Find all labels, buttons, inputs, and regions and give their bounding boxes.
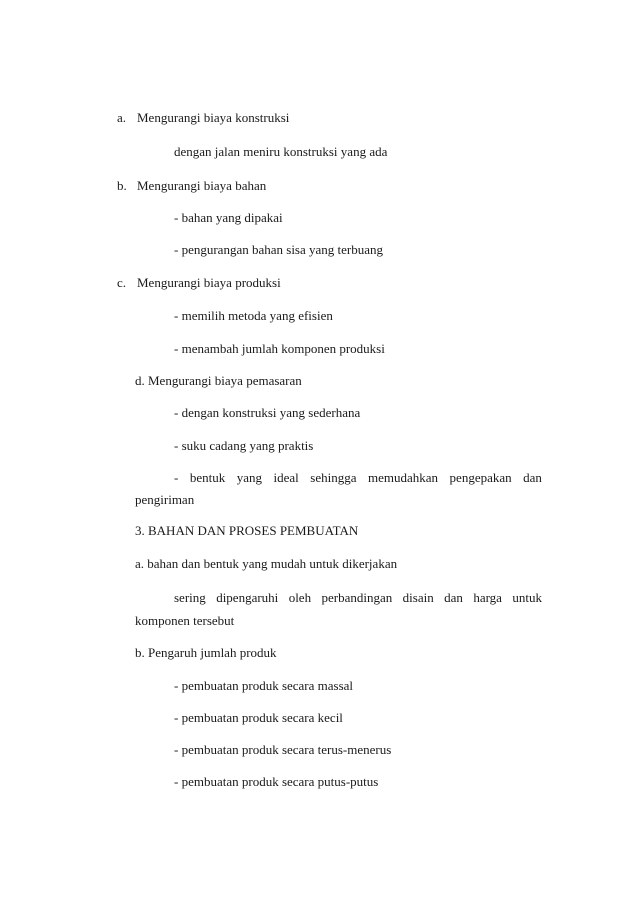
list-item: b. Pengaruh jumlah produk	[135, 645, 277, 660]
list-item-text: Mengurangi biaya konstruksi	[137, 110, 290, 125]
list-item: komponen tersebut	[135, 613, 235, 628]
list-item: - suku cadang yang praktis	[174, 438, 314, 453]
word: disain	[402, 590, 434, 605]
list-item	[117, 110, 289, 126]
justified-line	[174, 470, 542, 486]
list-item: - memilih metoda yang efisien	[174, 308, 333, 323]
list-item: - menambah jumlah komponen produksi	[174, 341, 385, 356]
word: pengepakan	[449, 470, 512, 485]
word: dan	[444, 590, 463, 605]
list-item-text: Mengurangi biaya bahan	[137, 178, 267, 193]
list-marker: b.	[117, 178, 127, 193]
list-item: - pembuatan produk secara massal	[174, 678, 354, 693]
list-item: d. Mengurangi biaya pemasaran	[135, 373, 302, 388]
word: memudahkan	[368, 470, 439, 485]
word: sering	[174, 590, 206, 605]
list-item: - pengurangan bahan sisa yang terbuang	[174, 242, 384, 257]
list-item	[117, 275, 281, 291]
word: -	[174, 470, 179, 485]
list-item-text: Mengurangi biaya produksi	[137, 275, 281, 290]
word: bentuk	[189, 470, 226, 485]
list-item: - dengan konstruksi yang sederhana	[174, 405, 361, 420]
list-item: - bahan yang dipakai	[174, 210, 283, 225]
word: sehingga	[310, 470, 357, 485]
word: yang	[236, 470, 263, 485]
word: oleh	[288, 590, 312, 605]
list-item: a. bahan dan bentuk yang mudah untuk dikerjakan	[135, 556, 398, 571]
list-item: - pembuatan produk secara kecil	[174, 710, 343, 725]
list-marker: c.	[117, 275, 127, 290]
justified-line	[174, 590, 542, 606]
list-item: dengan jalan meniru konstruksi yang ada	[174, 144, 388, 159]
list-item: - pembuatan produk secara putus-putus	[174, 774, 379, 789]
word: harga	[473, 590, 502, 605]
list-item	[117, 178, 266, 194]
list-marker: a.	[117, 110, 127, 125]
word: perbandingan	[321, 590, 393, 605]
list-item: - pembuatan produk secara terus-menerus	[174, 742, 392, 757]
section-heading: 3. BAHAN DAN PROSES PEMBUATAN	[135, 523, 359, 538]
word: untuk	[512, 590, 542, 605]
word: dan	[523, 470, 542, 485]
word: ideal	[273, 470, 299, 485]
word: dipengaruhi	[216, 590, 279, 605]
list-item: pengiriman	[135, 492, 195, 507]
